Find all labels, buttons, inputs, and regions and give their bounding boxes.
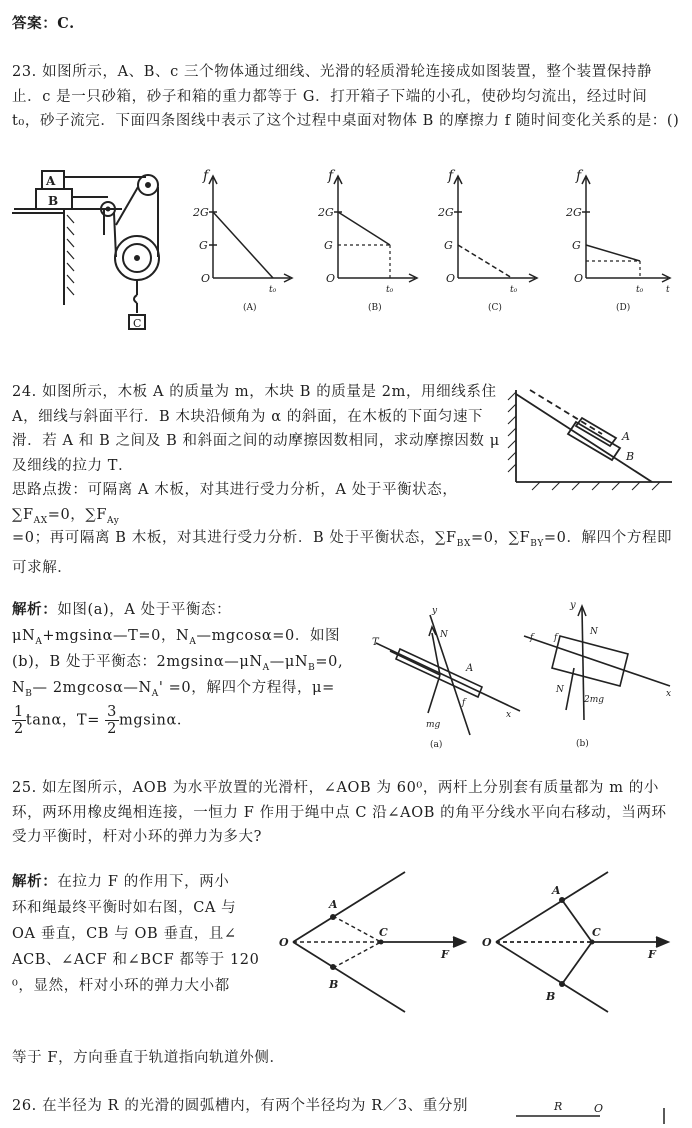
fb-caption: (b) xyxy=(576,739,589,749)
q24-eq3-sub1: B xyxy=(25,688,33,699)
q24-hint xyxy=(12,478,502,533)
q24-sub-bx: BX xyxy=(456,538,471,549)
graph-a-axis-f: f xyxy=(203,168,209,184)
q24-eq1-b: +mgsinα—T=0，N xyxy=(42,628,190,644)
fb-fa-label: f xyxy=(530,633,534,643)
q26-o-label: O xyxy=(594,1102,604,1115)
q25l-o: O xyxy=(279,936,289,949)
graph-c-caption: (C) xyxy=(488,303,502,313)
q25-analysis-line3: ACB、∠ACF 和∠BCF 都等于 120 xyxy=(12,952,260,968)
graph-c-t0: t₀ xyxy=(510,285,518,295)
q24-eq3-c: ' =0，解四个方程得，μ= xyxy=(158,680,335,696)
fa-a-label: A xyxy=(466,663,474,674)
q24-analysis-label: 解析： xyxy=(12,601,58,618)
q26-text: 26. 在半径为 R 的光滑的圆弧槽内，有两个半径均为 R／3、重分别 xyxy=(12,1098,469,1114)
label-a: A xyxy=(46,174,56,188)
graph-b-t0: t₀ xyxy=(386,285,394,295)
q24-eq2-c: =0, xyxy=(315,654,344,670)
fa-t-label: T xyxy=(372,637,379,648)
answer-line: 答案：C. xyxy=(12,15,75,32)
q25r-f: F xyxy=(648,948,656,961)
graph-a-o: O xyxy=(201,272,211,285)
q24-fbx-tail: =0，∑F xyxy=(470,530,531,546)
incline-label-b: B xyxy=(626,450,635,463)
q24-fax-tail: =0，∑F xyxy=(47,506,108,523)
graph-d-axis-f: f xyxy=(576,168,582,184)
q26-r-label: R xyxy=(554,1100,563,1113)
q23-graph-b xyxy=(318,168,420,313)
q24-t-fraction xyxy=(105,704,119,737)
q25-analysis-line2: OA 垂直，CB 与 OB 垂直，且∠ xyxy=(12,926,237,942)
graph-d-line xyxy=(586,245,640,261)
incline-label-a: A xyxy=(622,430,630,443)
q24-eq2-a: (b)，B 处于平衡态：2mgsinα—μN xyxy=(12,654,263,670)
q24-sub-ay: Ay xyxy=(107,515,120,526)
incline-surface xyxy=(516,394,652,482)
block-b-body xyxy=(552,636,628,686)
fb-2mg-label: 2mg xyxy=(584,695,605,705)
graph-b-g: G xyxy=(324,239,333,252)
fa-x-label: x xyxy=(506,710,512,720)
q24-mu-num: 1 xyxy=(14,704,24,720)
q25l-c: C xyxy=(379,926,388,939)
q25-analysis-line4: ⁰，显然，杆对小环的弹力大小都 xyxy=(12,978,230,994)
q24-mu-text: tanα，T= xyxy=(25,712,100,729)
q25-analysis-label: 解析： xyxy=(12,873,58,890)
q24-eq1-a: μN xyxy=(12,628,36,644)
q25r-o: O xyxy=(482,936,492,949)
q24-eq3-a: N xyxy=(12,680,26,696)
q25-analysis xyxy=(12,870,262,895)
fb-y-label: y xyxy=(570,600,576,611)
q25l-f: F xyxy=(441,948,449,961)
graph-a-2g: 2G xyxy=(193,206,209,219)
q24-analysis-eq3 xyxy=(12,676,372,706)
graph-a-t0: t₀ xyxy=(269,285,277,295)
block-b-incline xyxy=(568,422,620,460)
q25-conclusion: 等于 F，方向垂直于轨道指向轨道外侧． xyxy=(12,1050,285,1066)
graph-b-line xyxy=(338,212,390,245)
q24-text: 24. 如图所示，木板 A 的质量为 m，木块 B 的质量是 2m，用细线系住 A，细线与斜面平行．B 木块沿倾角为 α 的斜面，在木板的下面匀速下滑．若 A 和 B 之间及 B 和斜面之间的动摩擦因数相同，求动摩擦因数 μ 及细线的拉力 T． xyxy=(12,384,500,474)
q24-t-den: 2 xyxy=(107,721,117,737)
q25r-b: B xyxy=(546,990,556,1003)
graph-b-axis-f: f xyxy=(328,168,334,184)
q24-eq1-sub2: A xyxy=(189,636,197,647)
graph-c-line xyxy=(458,245,512,278)
q26-figure-fragment xyxy=(510,1098,690,1128)
fb-fb-label: f xyxy=(554,633,558,643)
q24-analysis-line1: 如图(a)，A 处于平衡态： xyxy=(57,602,232,618)
graph-a-line xyxy=(213,212,273,278)
q24-hint-end: =0．解四个方程即可求解． xyxy=(12,530,673,577)
q25-left-figure xyxy=(279,872,475,1012)
graph-b-o: O xyxy=(326,272,336,285)
graph-c-o: O xyxy=(446,272,456,285)
q25r-c: C xyxy=(592,926,601,939)
q24-eq3-b: — 2mgcosα—N xyxy=(32,680,152,696)
fb-nb-label: N xyxy=(556,685,564,695)
graph-d-caption: (D) xyxy=(616,303,631,313)
q24-force-diagram-b xyxy=(520,600,680,749)
fb-na-label: N xyxy=(590,627,598,637)
fa-f-label: f xyxy=(462,698,466,708)
q24-mu-fraction xyxy=(12,704,26,737)
graph-d-axis-t: t xyxy=(666,285,670,295)
graph-b-2g: 2G xyxy=(318,206,334,219)
q23-graph-c xyxy=(438,168,540,313)
q23-text: 23. 如图所示，A、B、c 三个物体通过细线、光滑的轻质滑轮连接成如图装置，整个装置保持静止．c 是一只砂箱，砂子和箱的重力都等于 G．打开箱子下端的小孔，使砂均匀流出，经过时间 t₀，砂子流完．下面四条图线中表示了这个过程中桌面对物体 B 的摩擦力 f 随时间变化关系的是：() xyxy=(12,64,680,129)
graph-b-caption: (B) xyxy=(368,303,382,313)
q25r-a: A xyxy=(552,884,561,897)
q24-eq1-c: —mgcosα=0．如图 xyxy=(196,628,341,644)
fa-caption: (a) xyxy=(430,740,443,750)
graph-d-2g: 2G xyxy=(566,206,582,219)
graph-a-caption: (A) xyxy=(243,303,257,313)
fa-y-label: y xyxy=(432,606,438,616)
q24-force-diagram-a xyxy=(370,605,530,750)
q24-mu-den: 2 xyxy=(14,721,24,737)
graph-a-g: G xyxy=(199,239,208,252)
graph-d-o: O xyxy=(574,272,584,285)
q25-analysis-line0: 在拉力 F 的作用下，两小 xyxy=(57,874,230,890)
q25-text: 25. 如左图所示，AOB 为水平放置的光滑杆，∠AOB 为 60⁰，两杆上分别套有质量都为 m 的小环，两环用橡皮绳相连接，一恒力 F 作用于绳中点 C 沿∠AOB 的角平分线水平向右移动，当两环受力平衡时，杆对小环的弹力为多大? xyxy=(12,780,667,845)
q24-hint2 xyxy=(12,526,680,581)
q23-graph-d xyxy=(566,168,678,313)
graph-c-2g: 2G xyxy=(438,206,454,219)
graph-d-g: G xyxy=(572,239,581,252)
label-b: B xyxy=(48,194,59,208)
label-c: C xyxy=(133,317,142,330)
q24-incline-figure xyxy=(512,382,682,492)
graph-c-g: G xyxy=(444,239,453,252)
graph-d-t0: t₀ xyxy=(636,285,644,295)
q25l-b: B xyxy=(329,978,339,991)
q23-apparatus-figure xyxy=(12,165,192,335)
fa-na-label: N xyxy=(440,630,448,640)
q24-hint-line2: =0；再可隔离 B 木板，对其进行受力分析．B 处于平衡状态，∑F xyxy=(12,530,457,546)
q24-t-num: 3 xyxy=(107,704,117,720)
q24-eq2-sub1: A xyxy=(262,662,270,673)
q25-right-figure xyxy=(482,872,678,1012)
q23-graph-a xyxy=(193,168,295,313)
q25-analysis-line1: 环和绳最终平衡时如右图，CA 与 xyxy=(12,900,237,916)
q24-eq2-b: —μN xyxy=(269,654,309,670)
q24-eq3-sub2: A xyxy=(151,688,159,699)
q24-eq2-sub2: B xyxy=(308,662,316,673)
graph-c-axis-f: f xyxy=(448,168,454,184)
fb-x-label: x xyxy=(666,689,672,699)
q24-analysis xyxy=(12,598,372,623)
q24-sub-ax: AX xyxy=(33,515,48,526)
q24-result xyxy=(12,704,372,740)
q24-hint-line1: 思路点拨：可隔离 A 木板，对其进行受力分析，A 处于平衡状态，∑F xyxy=(12,482,458,523)
q25l-a: A xyxy=(329,898,338,911)
q24-sub-by: BY xyxy=(530,538,544,549)
q24-t-text: mgsinα． xyxy=(119,712,192,729)
q24-eq1-sub1: A xyxy=(35,636,43,647)
fa-mg-label: mg xyxy=(426,720,441,730)
